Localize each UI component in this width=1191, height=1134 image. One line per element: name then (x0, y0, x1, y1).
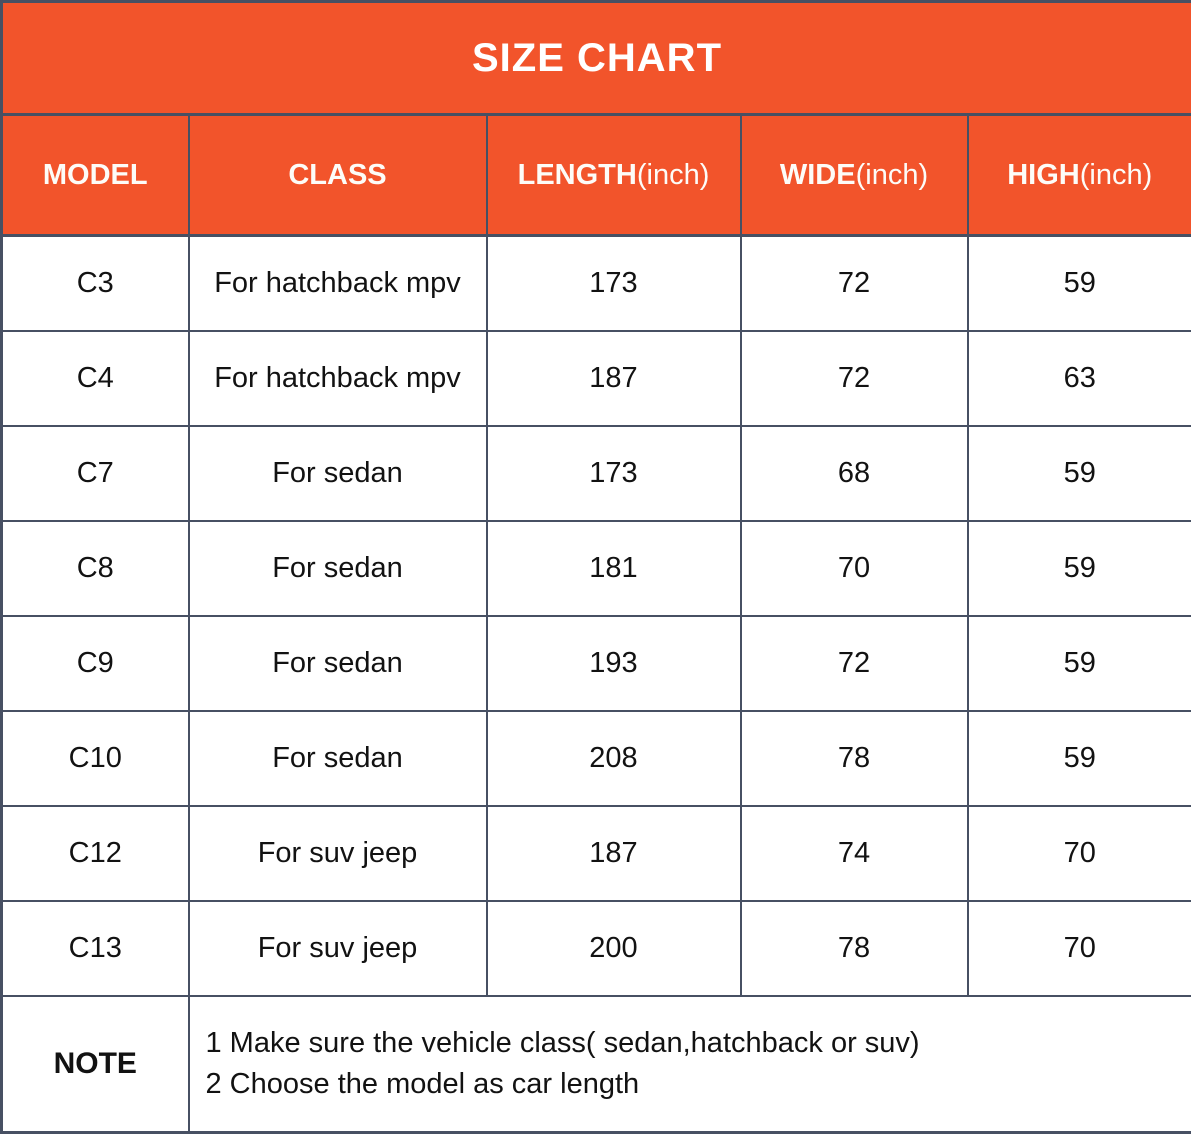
cell-wide: 70 (741, 521, 968, 616)
cell-wide: 68 (741, 426, 968, 521)
column-header-class (189, 115, 487, 236)
cell-length: 187 (487, 806, 741, 901)
cell-wide: 72 (741, 236, 968, 331)
table-row (2, 711, 1191, 806)
column-header-model (2, 115, 189, 236)
column-header-unit: (inch) (855, 158, 929, 191)
column-header-unit: (inch) (1079, 158, 1153, 191)
cell-wide: 78 (741, 711, 968, 806)
note-line-2: 2 Choose the model as car length (205, 1067, 640, 1100)
cell-length: 187 (487, 331, 741, 426)
title-row (2, 2, 1191, 115)
cell-wide: 72 (741, 331, 968, 426)
cell-length: 208 (487, 711, 741, 806)
note-body (189, 996, 1191, 1133)
column-header-label: CLASS (288, 158, 387, 191)
cell-class: For suv jeep (189, 806, 487, 901)
cell-class: For hatchback mpv (189, 236, 487, 331)
cell-high: 59 (968, 521, 1191, 616)
cell-high: 70 (968, 901, 1191, 996)
table-row (2, 426, 1191, 521)
cell-model: C3 (2, 236, 189, 331)
cell-wide: 74 (741, 806, 968, 901)
table-row (2, 616, 1191, 711)
cell-high: 70 (968, 806, 1191, 901)
cell-model: C9 (2, 616, 189, 711)
cell-high: 63 (968, 331, 1191, 426)
cell-high: 59 (968, 711, 1191, 806)
column-header-label: HIGH (1007, 158, 1080, 191)
cell-class: For sedan (189, 711, 487, 806)
column-header-label: WIDE (779, 158, 856, 191)
cell-length: 173 (487, 236, 741, 331)
table-row (2, 806, 1191, 901)
table-row (2, 236, 1191, 331)
cell-class: For sedan (189, 426, 487, 521)
page-title: SIZE CHART (2, 2, 1191, 115)
column-header-length (487, 115, 741, 236)
cell-model: C13 (2, 901, 189, 996)
cell-length: 200 (487, 901, 741, 996)
cell-model: C4 (2, 331, 189, 426)
column-header-label: MODEL (42, 158, 148, 191)
cell-model: C12 (2, 806, 189, 901)
cell-high: 59 (968, 426, 1191, 521)
cell-length: 193 (487, 616, 741, 711)
cell-length: 181 (487, 521, 741, 616)
cell-model: C8 (2, 521, 189, 616)
cell-length: 173 (487, 426, 741, 521)
table-row (2, 331, 1191, 426)
column-header-row (2, 115, 1191, 236)
cell-model: C10 (2, 711, 189, 806)
cell-model: C7 (2, 426, 189, 521)
column-header-high (968, 115, 1191, 236)
cell-class: For sedan (189, 521, 487, 616)
cell-wide: 78 (741, 901, 968, 996)
column-header-label: LENGTH (517, 158, 637, 191)
table-row (2, 901, 1191, 996)
cell-class: For sedan (189, 616, 487, 711)
cell-wide: 72 (741, 616, 968, 711)
cell-high: 59 (968, 236, 1191, 331)
cell-class: For suv jeep (189, 901, 487, 996)
note-row (2, 996, 1191, 1133)
cell-class: For hatchback mpv (189, 331, 487, 426)
cell-high: 59 (968, 616, 1191, 711)
note-line-1: 1 Make sure the vehicle class( sedan,hatchback or suv) (205, 1026, 920, 1059)
note-label: NOTE (2, 996, 189, 1133)
column-header-wide (741, 115, 968, 236)
table-row (2, 521, 1191, 616)
column-header-unit: (inch) (636, 158, 710, 191)
